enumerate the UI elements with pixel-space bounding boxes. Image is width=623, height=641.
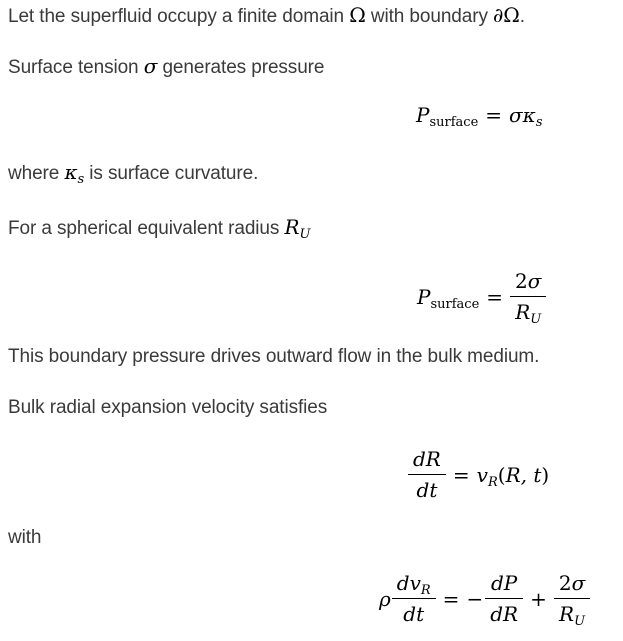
equation-surface-pressure [416, 103, 543, 130]
fraction-denominator: dt [416, 478, 438, 502]
fraction-2sigma-over-RU [554, 570, 590, 627]
math-sub-s: s [535, 115, 543, 130]
fraction-denominator: dt [403, 602, 425, 626]
paragraph-spherical-radius [8, 214, 310, 242]
fraction-dP-over-dR [485, 570, 523, 627]
equation-radius-ode [408, 446, 549, 503]
paragraph-boundary-pressure [8, 344, 539, 370]
paragraph-curvature [8, 159, 258, 187]
fraction-denominator [510, 297, 546, 325]
math-sub-R: R [420, 583, 431, 598]
math-sigma: σ [571, 571, 586, 595]
text-run: Surface tension [8, 57, 144, 78]
math-sub-s: s [77, 172, 85, 187]
paragraph-domain-intro [8, 2, 525, 30]
minus-sign: − [466, 586, 484, 611]
math-R: R [515, 300, 531, 324]
math-P: P [417, 284, 431, 309]
equation-laplace-pressure [417, 268, 546, 325]
math-P: P [416, 103, 430, 127]
text-run: generates pressure [157, 57, 325, 78]
math-R: R [559, 602, 575, 626]
text-run: . [519, 6, 525, 27]
text-run: with boundary [365, 6, 494, 27]
fraction-dvR-over-dt [392, 570, 436, 627]
text-run: with [8, 527, 42, 548]
fraction-numerator [510, 268, 546, 297]
math-P-surface [417, 284, 480, 312]
math-sigma: σ [143, 54, 158, 78]
equation-momentum-ode [379, 570, 590, 627]
text-run: where [8, 163, 65, 184]
fraction-2sigma-over-RU [510, 268, 546, 325]
fraction-dR-over-dt [408, 446, 446, 503]
text-run: This boundary pressure drives outward flow in the bulk medium. [8, 346, 540, 367]
math-dv: dv [396, 571, 421, 595]
math-t: t [533, 462, 542, 487]
fraction-numerator [392, 570, 436, 599]
math-vR-of-R-t [476, 462, 550, 490]
equals-sign: = [486, 284, 504, 309]
math-sub-surface: surface [429, 115, 479, 130]
math-sub-U: U [530, 312, 542, 327]
fraction-numerator: dR [408, 446, 446, 475]
math-sub-U: U [299, 227, 311, 242]
paragraph-bulk-velocity [8, 395, 327, 421]
math-sub-surface: surface [430, 296, 480, 312]
paren-close: ) [541, 462, 550, 487]
math-sub-R: R [487, 474, 498, 490]
text-run: Bulk radial expansion velocity satisfies [8, 397, 328, 418]
equals-sign: = [442, 586, 460, 611]
math-omega: Ω [349, 3, 366, 27]
plus-sign: + [530, 586, 547, 611]
math-R: R [284, 215, 300, 239]
equals-sign: = [452, 462, 470, 487]
paragraph-with [8, 525, 41, 551]
math-boundary-omega: ∂Ω [493, 3, 520, 27]
text-run: is surface curvature. [84, 163, 259, 184]
math-v: v [476, 462, 488, 487]
equals-sign: = [485, 103, 503, 127]
math-sub-U: U [574, 614, 586, 629]
fraction-numerator [554, 570, 590, 599]
math-kappa: κ [64, 160, 78, 184]
text-run: For a spherical equivalent radius [8, 218, 285, 239]
fraction-denominator: dR [490, 602, 519, 626]
math-sigma: σ [527, 269, 542, 293]
math-rho: ρ [379, 586, 391, 611]
paragraph-surface-tension [8, 53, 324, 81]
paren-open: ( [497, 462, 506, 487]
fraction-denominator [554, 599, 590, 627]
math-2: 2 [515, 269, 528, 293]
fraction-numerator: dP [485, 570, 523, 599]
math-sigma-kappa: σκ [509, 103, 536, 127]
text-run: Let the superfluid occupy a finite domain [8, 6, 350, 27]
math-R-comma: R, [505, 462, 534, 487]
math-2: 2 [558, 571, 572, 595]
